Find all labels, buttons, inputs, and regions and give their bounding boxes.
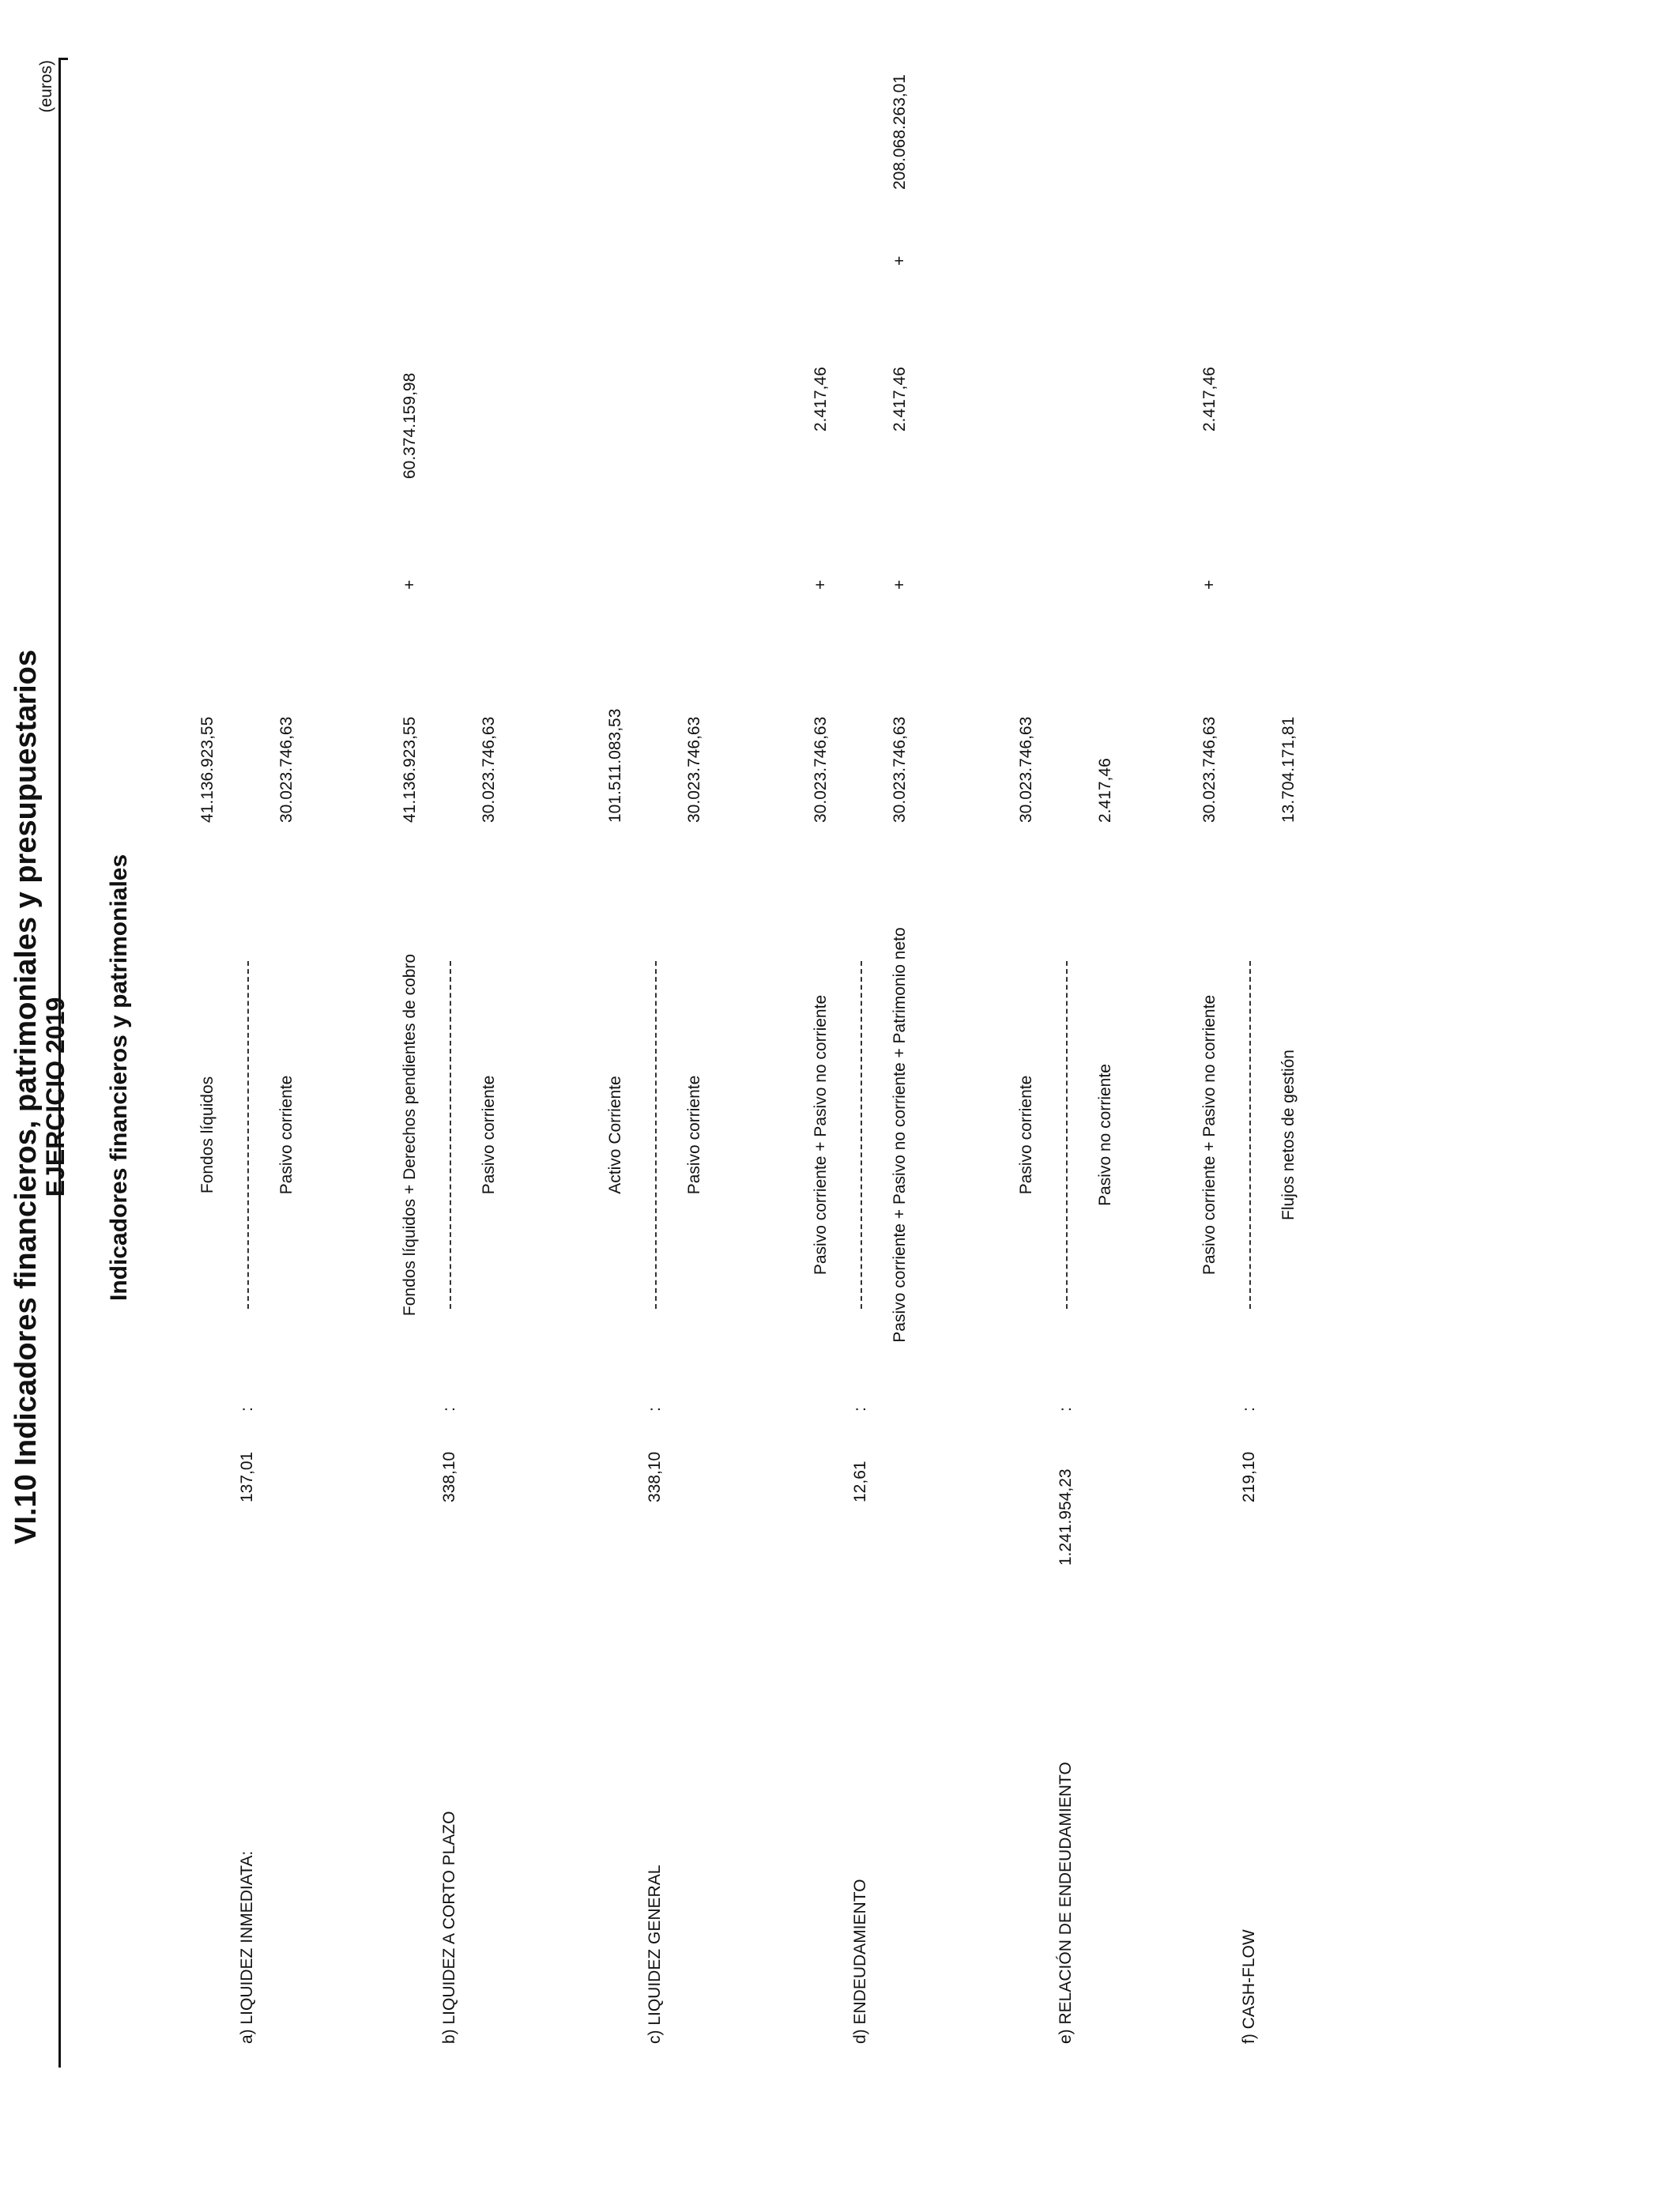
denominator-amount: 208.068.263,01 (891, 74, 909, 190)
numerator-text: Pasivo corriente + Pasivo no corriente (1200, 994, 1219, 1276)
indicator-label: d) ENDEUDAMIENTO (851, 1879, 869, 2044)
indicator-colon: : (1240, 1407, 1258, 1412)
indicator-label: a) LIQUIDEZ INMEDIATA: (238, 1850, 256, 2044)
numerator-plus: + (1200, 579, 1219, 590)
page-title: VI.10 Indicadores financieros, patrimoniales y presupuestarios (9, 650, 43, 1544)
numerator-amount: 41.136.923,55 (401, 716, 419, 823)
header-rule (58, 60, 61, 2068)
numerator-amount: 60.374.159,98 (401, 372, 419, 479)
fraction-line (1066, 961, 1068, 1309)
indicator-value: 338,10 (440, 1451, 458, 1502)
fraction-line (655, 961, 657, 1309)
indicator-value: 12,61 (851, 1461, 869, 1502)
section-title: Indicadores financieros y patrimoniales (106, 854, 132, 1301)
indicator-colon: : (1057, 1407, 1075, 1412)
indicator-label: f) CASH-FLOW (1240, 1929, 1258, 2044)
indicator-value: 219,10 (1240, 1451, 1258, 1502)
fraction-line (861, 961, 862, 1309)
numerator-amount: 30.023.746,63 (1200, 716, 1219, 823)
page-subtitle: EJERCICIO 2019 (41, 997, 70, 1197)
indicator-label: e) RELACIÓN DE ENDEUDAMIENTO (1057, 1762, 1075, 2044)
denominator-amount: 30.023.746,63 (480, 716, 498, 823)
header-rule-tick (58, 58, 68, 60)
numerator-amount: 30.023.746,63 (812, 716, 830, 823)
denominator-text: Flujos netos de gestión (1279, 1050, 1298, 1220)
denominator-text: Pasivo corriente (277, 1075, 296, 1195)
denominator-amount: 30.023.746,63 (685, 716, 703, 823)
numerator-text: Pasivo corriente + Pasivo no corriente (812, 994, 830, 1276)
denominator-amount: 13.704.171,81 (1279, 716, 1298, 823)
indicator-value: 137,01 (238, 1451, 256, 1502)
numerator-amount: 30.023.746,63 (1017, 716, 1035, 823)
numerator-plus: + (812, 579, 830, 590)
denominator-amount: 30.023.746,63 (891, 716, 909, 823)
indicator-value: 1.241.954,23 (1057, 1468, 1075, 1566)
indicator-label: b) LIQUIDEZ A CORTO PLAZO (440, 1811, 458, 2044)
numerator-amount: 101.511.083,53 (606, 708, 624, 823)
denominator-plus: + (891, 255, 909, 266)
fraction-line (247, 961, 249, 1309)
numerator-amount: 2.417,46 (1200, 367, 1219, 432)
indicator-label: c) LIQUIDEZ GENERAL (646, 1864, 664, 2044)
fraction-line (1249, 961, 1251, 1309)
denominator-amount: 30.023.746,63 (277, 716, 296, 823)
denominator-text: Pasivo no corriente (1096, 1064, 1114, 1206)
numerator-amount: 41.136.923,55 (198, 716, 217, 823)
denominator-text: Pasivo corriente (685, 1075, 703, 1195)
numerator-text: Fondos líquidos (198, 1076, 217, 1194)
indicator-colon: : (646, 1407, 664, 1412)
indicator-colon: : (238, 1407, 256, 1412)
denominator-plus: + (891, 579, 909, 590)
numerator-plus: + (401, 579, 419, 590)
denominator-amount: 2.417,46 (1096, 758, 1114, 823)
indicator-colon: : (440, 1407, 458, 1412)
numerator-text: Fondos líquidos + Derechos pendientes de cobro (401, 953, 419, 1317)
denominator-text: Pasivo corriente + Pasivo no corriente + Patrimonio neto (891, 927, 909, 1343)
fraction-line (450, 961, 451, 1309)
denominator-text: Pasivo corriente (480, 1075, 498, 1195)
indicator-value: 338,10 (646, 1451, 664, 1502)
numerator-text: Pasivo corriente (1017, 1075, 1035, 1195)
numerator-amount: 2.417,46 (812, 367, 830, 432)
units-label: (euros) (37, 60, 55, 113)
indicator-colon: : (851, 1407, 869, 1412)
numerator-text: Activo Corriente (606, 1076, 624, 1194)
denominator-amount: 2.417,46 (891, 367, 909, 432)
